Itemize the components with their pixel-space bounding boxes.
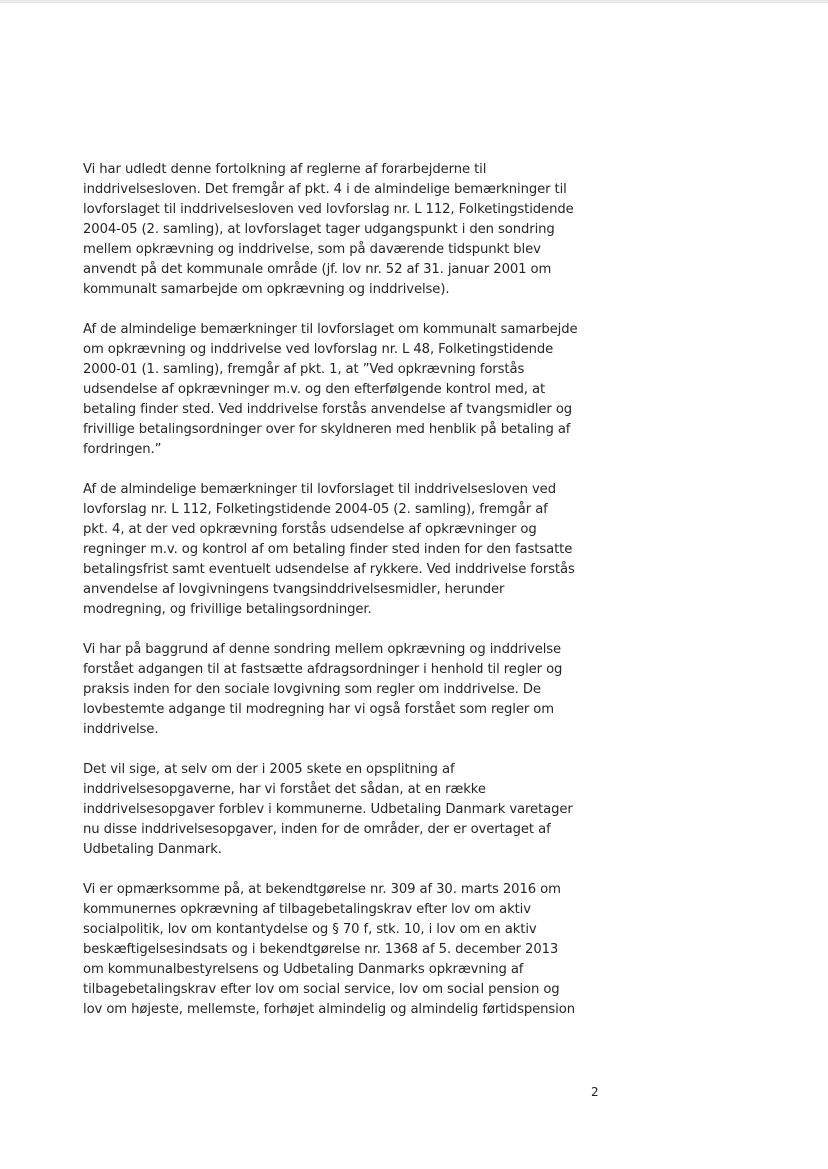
text-line: inddrivelsesopgaver forblev i kommunerne. Udbetaling Danmark varetager [83, 802, 573, 817]
text-line: modregning, og frivillige betalingsordninger. [83, 602, 372, 617]
text-line: inddrivelsesopgaverne, har vi forstået det sådan, at en række [83, 782, 486, 797]
text-line: betalingsfrist samt eventuelt udsendelse af rykkere. Ved inddrivelse forstås [83, 562, 575, 577]
text-line: betaling finder sted. Ved inddrivelse forstås anvendelse af tvangsmidler og [83, 402, 573, 417]
text-line: inddrivelse. [83, 722, 159, 737]
text-line: Det vil sige, at selv om der i 2005 skete en opsplitning af [83, 762, 455, 777]
paragraph-1 [83, 160, 613, 300]
paragraph-5 [83, 760, 613, 860]
text-line: udsendelse af opkrævninger m.v. og den efterfølgende kontrol med, at [83, 382, 546, 397]
text-line: forstået adgangen til at fastsætte afdragsordninger i henhold til regler og [83, 662, 563, 677]
text-line: kommunernes opkrævning af tilbagebetalingskrav efter lov om aktiv [83, 902, 531, 917]
text-line: anvendt på det kommunale område (jf. lov nr. 52 af 31. januar 2001 om [83, 262, 552, 277]
paragraph-2 [83, 320, 613, 460]
paragraph-3 [83, 480, 613, 620]
text-line: lovforslaget til inddrivelsesloven ved lovforslag nr. L 112, Folketingstidende [83, 202, 574, 217]
text-line: anvendelse af lovgivningens tvangsinddrivelsesmidler, herunder [83, 582, 505, 597]
text-line: om opkrævning og inddrivelse ved lovforslag nr. L 48, Folketingstidende [83, 342, 554, 357]
text-line: beskæftigelsesindsats og i bekendtgørelse nr. 1368 af 5. december 2013 [83, 942, 559, 957]
text-line: Af de almindelige bemærkninger til lovforslaget til inddrivelsesloven ved [83, 482, 556, 497]
text-line: Vi har udledt denne fortolkning af reglerne af forarbejderne til [83, 162, 487, 177]
text-line: lovbestemte adgange til modregning har vi også forstået som regler om [83, 702, 554, 717]
text-line: tilbagebetalingskrav efter lov om social service, lov om social pension og [83, 982, 560, 997]
text-line: frivillige betalingsordninger over for skyldneren med henblik på betaling af [83, 422, 571, 437]
text-line: kommunalt samarbejde om opkrævning og inddrivelse). [83, 282, 450, 297]
paragraph-4 [83, 640, 613, 740]
text-line: praksis inden for den sociale lovgivning som regler om inddrivelse. De [83, 682, 541, 697]
text-line: lovforslag nr. L 112, Folketingstidende 2004-05 (2. samling), fremgår af [83, 502, 548, 517]
paragraph-6 [83, 880, 613, 1020]
text-line: om kommunalbestyrelsens og Udbetaling Danmarks opkrævning af [83, 962, 524, 977]
text-line: lov om højeste, mellemste, forhøjet almindelig og almindelig førtidspension [83, 1002, 575, 1017]
text-line: fordringen.” [83, 442, 162, 457]
text-line: nu disse inddrivelsesopgaver, inden for de områder, der er overtaget af [83, 822, 551, 837]
text-line: socialpolitik, lov om kontantydelse og § 70 f, stk. 10, i lov om en aktiv [83, 922, 537, 937]
page-number: 2 [591, 1085, 599, 1099]
text-line: Af de almindelige bemærkninger til lovforslaget om kommunalt samarbejde [83, 322, 578, 337]
text-line: pkt. 4, at der ved opkrævning forstås udsendelse af opkrævninger og [83, 522, 537, 537]
text-line: Vi har på baggrund af denne sondring mellem opkrævning og inddrivelse [83, 642, 562, 657]
text-line: Udbetaling Danmark. [83, 842, 222, 857]
document-body [83, 160, 613, 1040]
page-top-edge [0, 0, 828, 3]
text-line: mellem opkrævning og inddrivelse, som på daværende tidspunkt blev [83, 242, 541, 257]
text-line: 2000-01 (1. samling), fremgår af pkt. 1, at ”Ved opkrævning forstås [83, 362, 525, 377]
text-line: 2004-05 (2. samling), at lovforslaget tager udgangspunkt i den sondring [83, 222, 555, 237]
text-line: regninger m.v. og kontrol af om betaling finder sted inden for den fastsatte [83, 542, 573, 557]
text-line: inddrivelsesloven. Det fremgår af pkt. 4 i de almindelige bemærkninger til [83, 182, 567, 197]
text-line: Vi er opmærksomme på, at bekendtgørelse nr. 309 af 30. marts 2016 om [83, 882, 561, 897]
